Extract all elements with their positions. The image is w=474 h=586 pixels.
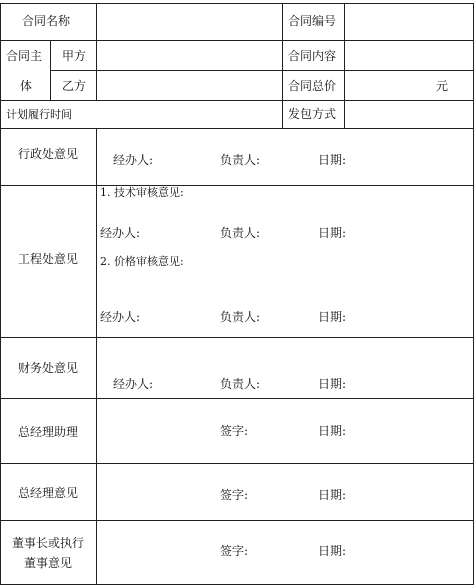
- admin-date-label: 日期:: [318, 153, 347, 167]
- rule-bottom: [0, 584, 474, 585]
- gm-assistant-signature-label: 签字:: [220, 424, 249, 438]
- rule-row3: [0, 100, 474, 101]
- contract-party-label-2: 体: [20, 79, 33, 93]
- rule-finance-bottom: [0, 398, 474, 399]
- gm-assistant-title: 总经理助理: [18, 425, 79, 439]
- admin-handler-label: 经办人:: [113, 153, 154, 167]
- engineering-date-label-1: 日期:: [318, 226, 347, 240]
- engineering-handler-label-1: 经办人:: [100, 226, 141, 240]
- admin-opinion-title: 行政处意见: [18, 147, 79, 161]
- rule-label-col-top: [96, 3, 97, 100]
- party-b-label: 乙方: [62, 79, 87, 93]
- rule-admin-bottom: [0, 185, 474, 186]
- engineering-responsible-label-2: 负责人:: [220, 310, 261, 324]
- engineering-opinion-title: 工程处意见: [18, 252, 79, 266]
- engineering-responsible-label-1: 负责人:: [220, 226, 261, 240]
- rule-row2-partial: [50, 70, 474, 71]
- engineering-handler-label-2: 经办人:: [100, 310, 141, 324]
- rule-party-split: [50, 40, 51, 100]
- finance-handler-label: 经办人:: [113, 377, 154, 391]
- gm-assistant-date-label: 日期:: [318, 424, 347, 438]
- currency-unit: 元: [436, 79, 449, 93]
- finance-responsible-label: 负责人:: [220, 377, 261, 391]
- contract-party-label: 合同主: [6, 49, 43, 63]
- rule-engineering-bottom: [0, 337, 474, 338]
- rule-mid-left: [282, 3, 283, 128]
- gm-signature-label: 签字:: [220, 488, 249, 502]
- chairman-title-line1: 董事长或执行: [12, 536, 85, 550]
- gm-opinion-title: 总经理意见: [18, 486, 79, 500]
- contract-name-label: 合同名称: [22, 14, 71, 28]
- rule-row4: [0, 128, 474, 129]
- chairman-title-line2: 董事意见: [24, 556, 73, 570]
- rule-top: [0, 3, 474, 4]
- contract-content-label: 合同内容: [288, 49, 337, 63]
- contract-total-label: 合同总价: [288, 79, 337, 93]
- rule-label-col-bottom: [96, 128, 97, 585]
- contract-number-label: 合同编号: [288, 14, 337, 28]
- admin-responsible-label: 负责人:: [220, 153, 261, 167]
- gm-date-label: 日期:: [318, 488, 347, 502]
- engineering-date-label-2: 日期:: [318, 310, 347, 324]
- finance-opinion-title: 财务处意见: [18, 361, 79, 375]
- contracting-method-label: 发包方式: [288, 107, 337, 121]
- finance-date-label: 日期:: [318, 377, 347, 391]
- rule-gm-bottom: [0, 520, 474, 521]
- rule-row1: [0, 40, 474, 41]
- rule-gm-assistant-bottom: [0, 463, 474, 464]
- rule-left: [0, 3, 1, 585]
- tech-review-label: 1. 技术审核意见:: [100, 186, 184, 199]
- schedule-label: 计划履行时间: [6, 108, 72, 121]
- party-a-label: 甲方: [62, 49, 87, 63]
- price-review-label: 2. 价格审核意见:: [100, 255, 184, 268]
- chairman-signature-label: 签字:: [220, 544, 249, 558]
- chairman-date-label: 日期:: [318, 544, 347, 558]
- rule-mid-right: [344, 3, 345, 128]
